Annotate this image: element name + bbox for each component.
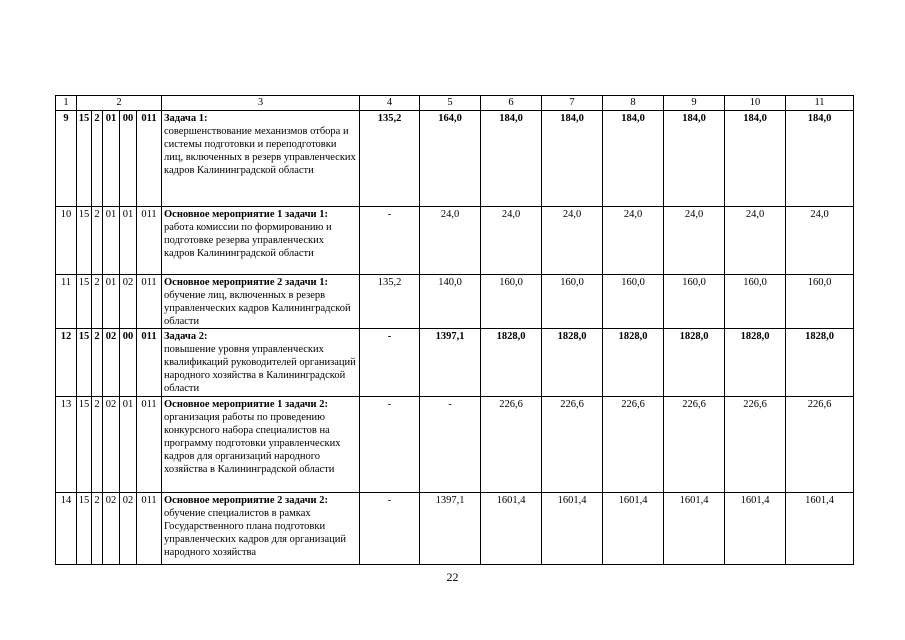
header-cell: 6 bbox=[481, 96, 542, 111]
code-cell: 011 bbox=[137, 111, 162, 207]
code-cell: 2 bbox=[92, 397, 103, 493]
value-cell: 1601,4 bbox=[542, 493, 603, 565]
value-cell: 160,0 bbox=[786, 275, 854, 329]
code-cell: 2 bbox=[92, 493, 103, 565]
code-cell: 15 bbox=[77, 397, 92, 493]
description-text: организация работы по проведению конкурсного набора специалистов на программу подготовки управленческих кадров для организаций народного хозяйства в Калининградской области bbox=[164, 412, 341, 475]
code-cell: 2 bbox=[92, 111, 103, 207]
table-row bbox=[56, 329, 854, 397]
value-cell: 24,0 bbox=[603, 207, 664, 275]
description-heading: Основное мероприятие 2 задачи 2: bbox=[164, 495, 328, 506]
code-cell: 15 bbox=[77, 493, 92, 565]
value-cell: 24,0 bbox=[542, 207, 603, 275]
value-cell: 1601,4 bbox=[725, 493, 786, 565]
header-cell: 4 bbox=[360, 96, 420, 111]
value-cell: 164,0 bbox=[420, 111, 481, 207]
code-cell: 01 bbox=[103, 111, 120, 207]
value-cell: 226,6 bbox=[542, 397, 603, 493]
value-cell: 184,0 bbox=[603, 111, 664, 207]
table-row bbox=[56, 275, 854, 329]
code-cell: 011 bbox=[137, 207, 162, 275]
code-cell: 15 bbox=[77, 111, 92, 207]
value-cell: 1601,4 bbox=[664, 493, 725, 565]
value-cell: 1601,4 bbox=[603, 493, 664, 565]
value-cell: 1601,4 bbox=[786, 493, 854, 565]
description-cell bbox=[162, 111, 360, 207]
description-heading: Задача 1: bbox=[164, 113, 208, 124]
description-heading: Задача 2: bbox=[164, 331, 208, 342]
value-cell: 226,6 bbox=[664, 397, 725, 493]
header-cell: 2 bbox=[77, 96, 162, 111]
header-cell: 8 bbox=[603, 96, 664, 111]
value-cell: 160,0 bbox=[603, 275, 664, 329]
header-cell: 7 bbox=[542, 96, 603, 111]
value-cell: 140,0 bbox=[420, 275, 481, 329]
value-cell: 24,0 bbox=[725, 207, 786, 275]
row-number-cell: 11 bbox=[56, 275, 77, 329]
code-cell: 2 bbox=[92, 207, 103, 275]
value-cell: 1828,0 bbox=[603, 329, 664, 397]
value-cell: 1828,0 bbox=[542, 329, 603, 397]
description-heading: Основное мероприятие 1 задачи 1: bbox=[164, 209, 328, 220]
value-cell: - bbox=[360, 493, 420, 565]
value-cell: 1828,0 bbox=[481, 329, 542, 397]
table-row bbox=[56, 397, 854, 493]
value-cell: 1828,0 bbox=[725, 329, 786, 397]
value-cell: 160,0 bbox=[664, 275, 725, 329]
row-number-cell: 9 bbox=[56, 111, 77, 207]
value-cell: 160,0 bbox=[725, 275, 786, 329]
value-cell: 184,0 bbox=[481, 111, 542, 207]
value-cell: 1397,1 bbox=[420, 329, 481, 397]
description-cell bbox=[162, 207, 360, 275]
table-header-row bbox=[56, 96, 854, 111]
budget-table bbox=[55, 95, 854, 565]
value-cell: 184,0 bbox=[542, 111, 603, 207]
value-cell: - bbox=[360, 397, 420, 493]
code-cell: 02 bbox=[103, 493, 120, 565]
code-cell: 00 bbox=[120, 111, 137, 207]
code-cell: 011 bbox=[137, 275, 162, 329]
code-cell: 01 bbox=[103, 207, 120, 275]
code-cell: 02 bbox=[103, 397, 120, 493]
table-row bbox=[56, 207, 854, 275]
value-cell: 184,0 bbox=[664, 111, 725, 207]
value-cell: 24,0 bbox=[786, 207, 854, 275]
code-cell: 02 bbox=[120, 275, 137, 329]
code-cell: 02 bbox=[120, 493, 137, 565]
value-cell: 160,0 bbox=[542, 275, 603, 329]
code-cell: 15 bbox=[77, 207, 92, 275]
description-heading: Основное мероприятие 2 задачи 1: bbox=[164, 277, 328, 288]
code-cell: 011 bbox=[137, 329, 162, 397]
value-cell: 226,6 bbox=[481, 397, 542, 493]
code-cell: 011 bbox=[137, 493, 162, 565]
value-cell: 160,0 bbox=[481, 275, 542, 329]
value-cell: 184,0 bbox=[786, 111, 854, 207]
code-cell: 02 bbox=[103, 329, 120, 397]
table-row bbox=[56, 493, 854, 565]
description-heading: Основное мероприятие 1 задачи 2: bbox=[164, 399, 328, 410]
row-number-cell: 13 bbox=[56, 397, 77, 493]
table-row bbox=[56, 111, 854, 207]
header-cell: 9 bbox=[664, 96, 725, 111]
value-cell: 135,2 bbox=[360, 275, 420, 329]
code-cell: 01 bbox=[120, 207, 137, 275]
code-cell: 15 bbox=[77, 275, 92, 329]
value-cell: 226,6 bbox=[725, 397, 786, 493]
value-cell: 226,6 bbox=[603, 397, 664, 493]
value-cell: - bbox=[420, 397, 481, 493]
description-cell bbox=[162, 493, 360, 565]
value-cell: - bbox=[360, 329, 420, 397]
description-text: совершенствование механизмов отбора и системы подготовки и переподготовки лиц, включенных в резерв управленческих кадров Калининградской области bbox=[164, 126, 356, 176]
description-cell bbox=[162, 275, 360, 329]
code-cell: 01 bbox=[120, 397, 137, 493]
value-cell: 226,6 bbox=[786, 397, 854, 493]
header-cell: 5 bbox=[420, 96, 481, 111]
code-cell: 00 bbox=[120, 329, 137, 397]
value-cell: 24,0 bbox=[420, 207, 481, 275]
description-cell bbox=[162, 329, 360, 397]
header-cell: 1 bbox=[56, 96, 77, 111]
page-number: 22 bbox=[446, 570, 459, 584]
description-text: повышение уровня управленческих квалификаций руководителей организаций народного хозяйства в Калининградской области bbox=[164, 344, 356, 394]
code-cell: 2 bbox=[92, 275, 103, 329]
value-cell: 1397,1 bbox=[420, 493, 481, 565]
description-cell bbox=[162, 397, 360, 493]
row-number-cell: 10 bbox=[56, 207, 77, 275]
code-cell: 011 bbox=[137, 397, 162, 493]
header-cell: 3 bbox=[162, 96, 360, 111]
value-cell: - bbox=[360, 207, 420, 275]
code-cell: 2 bbox=[92, 329, 103, 397]
description-text: обучение лиц, включенных в резерв управленческих кадров Калининградской области bbox=[164, 290, 351, 327]
value-cell: 1828,0 bbox=[786, 329, 854, 397]
value-cell: 24,0 bbox=[664, 207, 725, 275]
row-number-cell: 12 bbox=[56, 329, 77, 397]
value-cell: 1601,4 bbox=[481, 493, 542, 565]
value-cell: 24,0 bbox=[481, 207, 542, 275]
header-cell: 11 bbox=[786, 96, 854, 111]
code-cell: 15 bbox=[77, 329, 92, 397]
value-cell: 1828,0 bbox=[664, 329, 725, 397]
header-cell: 10 bbox=[725, 96, 786, 111]
row-number-cell: 14 bbox=[56, 493, 77, 565]
description-text: обучение специалистов в рамках Государственного плана подготовки управленческих кадров для организаций народного хозяйства bbox=[164, 508, 347, 558]
value-cell: 184,0 bbox=[725, 111, 786, 207]
value-cell: 135,2 bbox=[360, 111, 420, 207]
code-cell: 01 bbox=[103, 275, 120, 329]
description-text: работа комиссии по формированию и подготовке резерва управленческих кадров Калининградской области bbox=[164, 222, 332, 259]
